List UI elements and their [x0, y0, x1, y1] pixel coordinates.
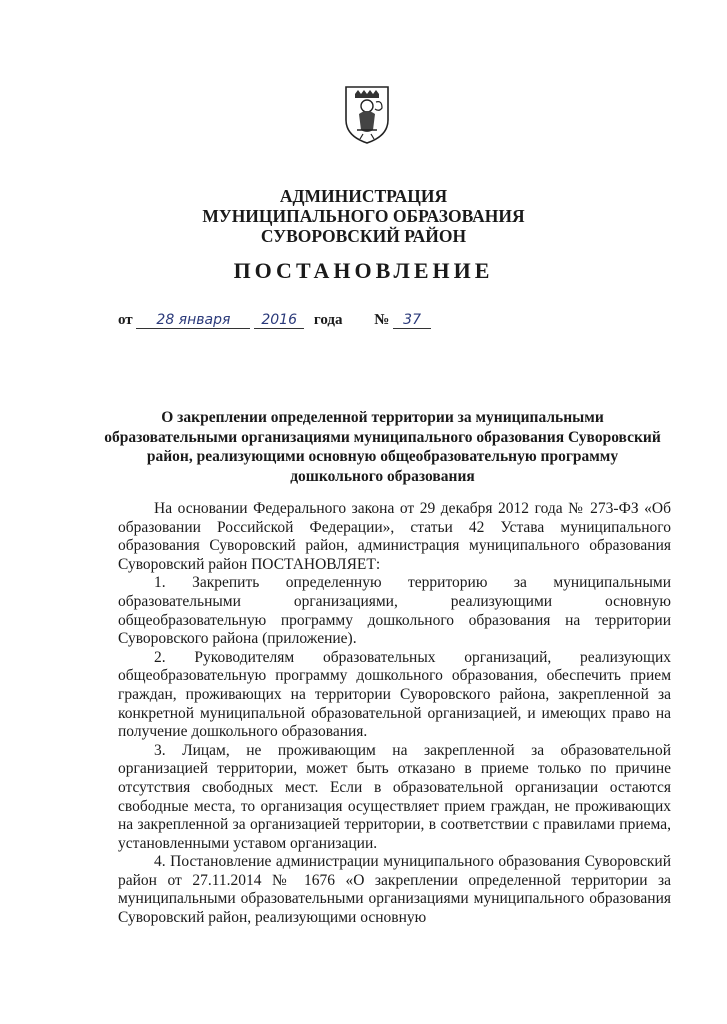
paragraph-2: 2. Руководителям образовательных организаций, реализующих общеобразовательную программу дошкольного образования, обеспечить прием граждан, проживающих на территории Суворовского района, закрепленной за конкретной муниципальной образовательной организацией, и имеющих право на получение дошкольного образования. [118, 648, 671, 741]
date-year-suffix: года [313, 312, 343, 328]
header-line-1: АДМИНИСТРАЦИЯ [279, 186, 448, 206]
header-line-3: СУВОРОВСКИЙ РАЙОН [260, 226, 467, 246]
date-year: 2016 [254, 312, 304, 329]
date-line [118, 312, 431, 329]
paragraph-1: 1. Закрепить определенную территорию за муниципальными образовательными организациями, реализующими основную общеобразовательную программу дошкольного образования на территории Суворовского района (приложение). [118, 574, 671, 648]
date-day-month: 28 января [136, 312, 250, 329]
number-label: № [374, 312, 390, 328]
paragraph-4: 4. Постановление администрации муниципального образования Суворовский район от 27.11.2014 № 1676 «О закреплении определенной территории за муниципальными образовательными организациями муниципального образования Суворовский район, реализующими основную [118, 853, 671, 927]
document-body [118, 500, 671, 928]
document-subject: О закреплении определенной территории за муниципальными образовательными организациями муниципального образования Суворовский район, реализующими основную общеобразовательную программу дошкольного образования [104, 409, 661, 485]
document-title: ПОСТАНОВЛЕНИЕ [233, 258, 494, 283]
header-line-2: МУНИЦИПАЛЬНОГО ОБРАЗОВАНИЯ [202, 206, 525, 226]
document-number: 37 [393, 312, 431, 329]
date-prefix: от [118, 312, 133, 328]
paragraph-basis: На основании Федерального закона от 29 декабря 2012 года № 273-ФЗ «Об образовании Российской Федерации», статьи 42 Устава муниципального образования Суворовский район, администрация муниципального образования Суворовский район ПОСТАНОВЛЯЕТ: [118, 500, 671, 573]
paragraph-3: 3. Лицам, не проживающим на закрепленной за образовательной организацией территории, может быть отказано в приеме только по причине отсутствия свободных мест. Если в образовательной организации остаются свободные места, то организация осуществляет прием граждан, не проживающих на закрепленной за организацией территории, в соответствии с правилами приема, установленными уставом организации. [118, 741, 671, 852]
lion-coat-of-arms-icon [343, 84, 391, 146]
